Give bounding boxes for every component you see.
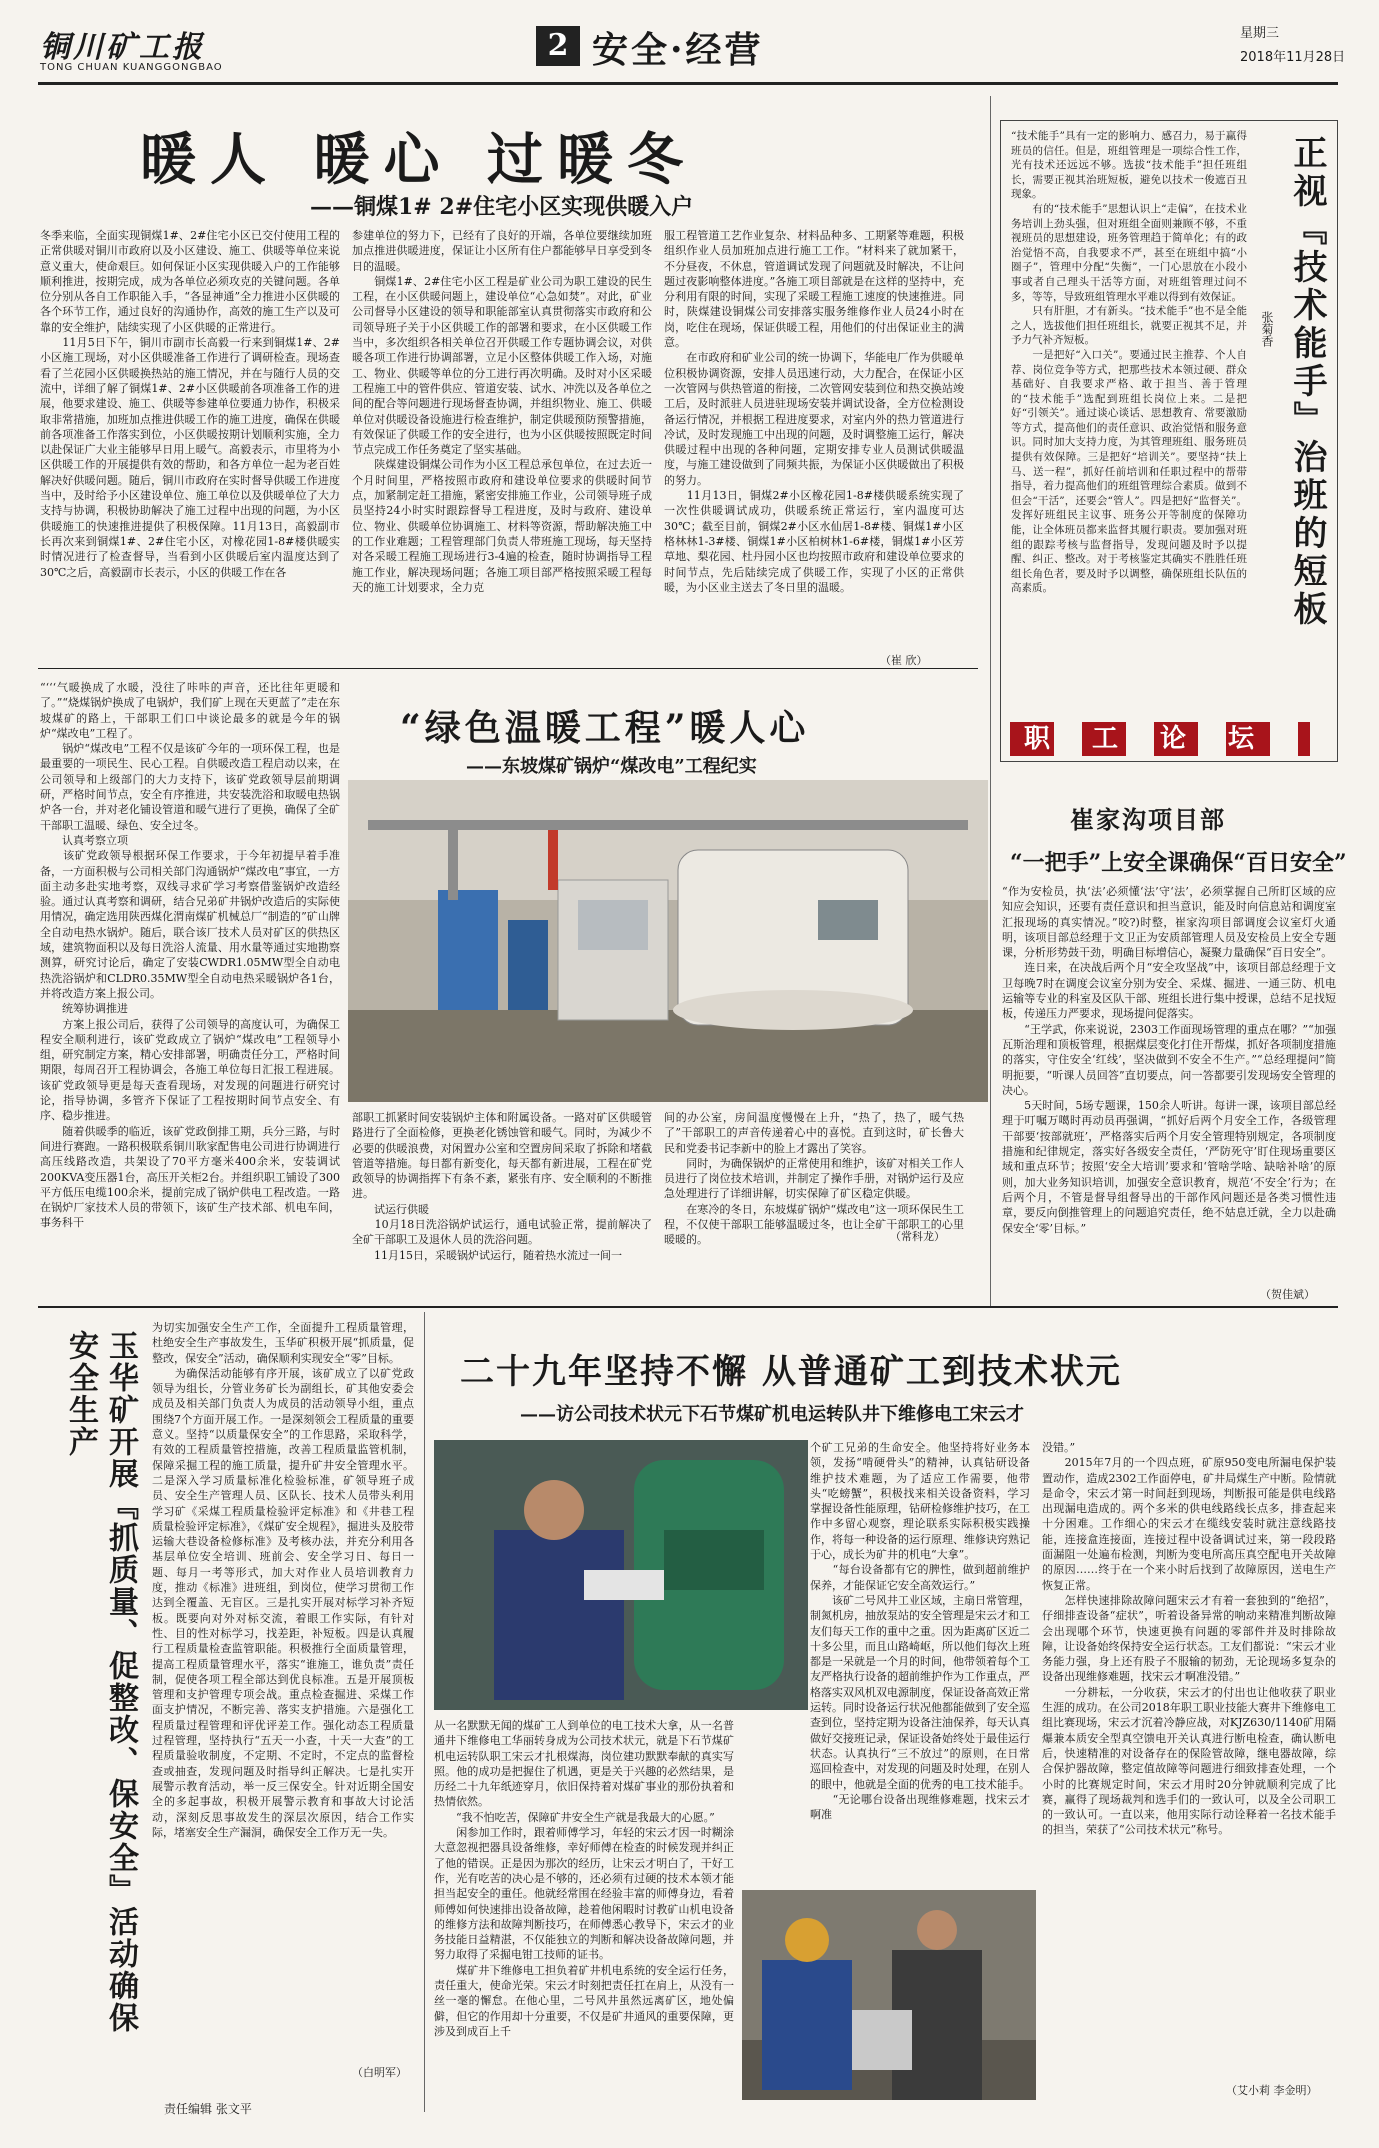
competition-photo xyxy=(742,1890,1036,2100)
lead-col-1: 冬季来临，全面实现铜煤1#、2#住宅小区已交付使用工程的正常供暖对铜川市政府以及小区建设、施工、供暖等单位来说意义重大，使命艰巨。如何保证小区实现供暖入户的工作能够顺利推进，按期完成，成为各单位必须攻克的关键问题。各单位分别从各自工作职能入手，“各显神通”全力推进小区供暖的各个环节工作，通过良好的沟通协作，高效的施工生产以及可靠的安全维护，陆续实现了小区供暖的正常进行。 11月5日下午，铜川市副市长高毅一行来到铜煤1#、2#小区施工现场，对小区供暖准备工作进行了调研检查。现场查看了兰花园小区供暖换热站的施工情况，并在与随行人员的交流中，详细了解了铜煤1#、2#小区供暖前各项准备工作的进展，他要求建设、施工、供暖等参建单位要通力协作，积极采取非常措施，加班加点推进供暖工作的施工进度，确保在供暖前各项准备工作落实到位，小区供暖按期计划顺利实施，全力以赴保证广大业主能够早日用上暖气。高毅表示，市里将为小区供暖工作的开展提供有效的帮助，和各方单位一起为老百姓解决好供暖问题。随后，铜川市政府在实时督导供暖工作进度当中，及时给予小区建设单位、施工单位以及供暖单位了大力支持与协调，积极协助解决了施工过程中出现的问题，为小区供暖施工的快速推进提供了积极保障。11月13日，高毅副市长再次来到铜煤1#、2#住宅小区，对橡花园1-8#楼供暖实时情况进行了检查督导，当看到小区供暖后室内温度达到了30℃之后，高毅副市长表示，小区的供暖工作在各 xyxy=(40,229,340,579)
opinion-headline: 正视『技术能手』治班的短板 xyxy=(1287,135,1327,629)
column-divider xyxy=(990,96,991,1306)
song-headline: 二十九年坚持不懈 从普通矿工到技术状元 xyxy=(460,1352,1122,1392)
opinion-text: “技术能手”具有一定的影响力、感召力，易于赢得班员的信任。但是，班组管理是一项综合性工作，光有技术还远远不够。选拔“技术能手”担任班组长，需要正视其治班短板，避免以技术一俊遮百丑现象。 有的“技术能手”思想认识上“走偏”，在技术业务培训上劲头强，但对班组全面则兼顾不够，不重视班员的思想建设，班务管理趋于简单化；有的政治觉悟不高，自我要求不严，甚至在班组中搞“小圈子”，管理中分配“失衡”，一门心思放在小段小事或者自己理头干活等方面，对班组管理过问不多，等等，导致班组管理水平难以得到有效保证。 只有肝胆，才有新头。“技术能手”也不是全能之人，选拔他们担任班组长，就要正视其不足，并予力气补齐短板。 一是把好“入口关”。要通过民主推荐、个人自荐、岗位竞争等方式，把那些技术本领过硬、群众基础好、自我要求严格、敢于担当、善于管理的“技术能手”选配到班组长岗位上来。二是把好“引领关”。通过谈心谈话、思想教育、常要激励等方式，提高他们的责任意识、政治觉悟和服务意识。同时加大支持力度，为其管理班组、服务班员提供有效保障。三是把好“培训关”。要坚持“扶上马、送一程”，抓好任前培训和任职过程中的帮带指导，着力提高他们的班组管理综合素质。做到不但会“干活”，还要会“管人”。四是把好“监督关”。发挥好班组民主议事、班务公开等制度的保障功能，让全体班员都来监督其履行职责。要加强对班组的跟踪考核与监督指导，发现问题及时予以提醒、纠正、整改。对于考核鉴定其确实不胜胜任班组长角色者，要及时予以调整，确保班组长队伍的高素质。 xyxy=(1011,130,1247,595)
cuijia-text: “作为安检员，执‘法’必须懂‘法’守‘法’，必须掌握自己所盯区域的应知应会知识，还要有责任意识和担当意识，能及时向信息站和调度室汇报现场的真实情况。”咬?)时整，崔家沟项目部调度会议室灯火通明，该项目部总经理于文卫正为安质部管理人员及安检员上安全专题课，分析形势鼓干劲，明确目标增信心，凝聚力量确保“百日安全”。 连日来，在决战后两个月“安全攻坚战”中，该项目部总经理于文卫每晚7时在调度会议室分别为安全、采煤、掘进、一通三防、机电运输等专业的科室及区队干部、班组长进行集中授课，总结不足找短板，传递压力严要求，现场提问促落实。 “王学武，你来说说，2303工作面现场管理的重点在哪？”“加强瓦斯治理和顶板管理，根据煤层变化打住开帮煤，抓好各项制度措施的落实，守住安全‘红线’，坚决做到不安全不生产。”“总经理提问”简明扼要，“听课人员回答”直切要点，问一答都要引发现场安全管理的决心。 5天时间，5场专题课，150余人听讲。每讲一课，该项目部总经理于叮嘱万噶时再动员再强调，“抓好后两个月安全工作，各级管理干部要‘按部就班’，严格落实后两个月安全管理特别规定，各项制度措施和纪律规定，落实好各级安全责任，‘严防死守’盯住现场重要区域和重点环节；按照‘安全大培训’要求和‘管啥学啥、缺啥补啥’的原则，加大业务知识培训，加强安全意识教育，规范‘不安全’行为；在后两个月，不管是督导组督导出的干部作风问题还是各类习惯性违章，要反向倒推管理上的问题追究责任，绝不姑息迁就，全力以赴确保安全‘零’目标。” xyxy=(1002,885,1336,1235)
opinion-author: 张菊香 xyxy=(1260,311,1274,347)
masthead xyxy=(0,0,1379,80)
competition-illustration xyxy=(742,1890,1036,2100)
green-col-3: 间的办公室，房间温度慢慢在上升，“热了，热了，暖气热了”干部职工的声音传递着心中的喜悦。直到这时，矿长鲁大民和党委书记李新中的脸上才露出了笑容。 同时，为确保锅炉的正常使用和维护，该矿对相关工作人员进行了岗位技术培训，并制定了操作手册，对锅炉运行及应急处理进行了详细讲解，切实保障了矿区稳定供暖。 在寒冷的冬日，东坡煤矿锅炉“煤改电”这一项环保民生工程，不仅使干部职工能够温暖过冬，也让全矿干部职工的心里暖暖的。 xyxy=(664,1111,964,1247)
yuhua-headline: 玉华矿开展『抓质量、促整改、保安全』活动确保安全生产 xyxy=(63,1330,138,2034)
yuhua-text: 为切实加强安全生产工作，全面提升工程质量管理，杜绝安全生产事故发生，玉华矿积极开展“抓质量，促整改，保安全”活动，确保顺利实现安全“零”目标。 为确保活动能够有序开展，该矿成立了以矿党政领导为组长，分管业务矿长为副组长，矿其他安委会成员及相关部门负责人为成员的活动领导小组，重点围绕7个方面开展工作。一是深刻领会工程质量的重要意义。坚持“以质量保安全”的工作思路，采取科学，有效的工程质量管控措施，改善工程质量监管机制，保障采掘工程的施工质量，提升矿井安全管理水平。二是深入学习质量标准化检验标准，矿领导班子成员、安全生产管理人员、区队长、技术人员带头利用学习矿《采煤工程质量检验评定标准》和《井巷工程质量检验评定标准》，《煤矿安全规程》，掘进头及胶带运输大巷设备检修标准》及考核办法，并充分利用各基层单位安全培训、班前会、安全学习日、每日一题、每月一考等形式，加大对作业人员培训教育力度，推动《标准》进班组，到岗位，使学习贯彻工作达到全覆盖、无盲区。三是扎实开展对标学习补齐短板。既要向对外对标交流，着眼工作实际，有针对性、目的性对标学习，找差距，补短板。四是认真履行工程质量检查监管职能。积极推行全面质量管理，提高工程质量管理水平，落实“谁施工，谁负责”责任制，促使各项工程全部达到优良标准。五是开展顶板管理和支护管理专项会战。重点检查掘进、采煤工作面支护情况，不断完善、落实支护措施。六是强化工程质量过程管理和评优评差工作。强化动态工程质量过程管理，坚持执行“五天一小查，十天一大查”的工程质量验收制度，不定期、不定时，不定点的监督检查或抽查，发现问题及时指导纠正解决。七是扎实开展警示教育活动，举一反三保安全。针对近期全国安全的多起事故，积极开展警示教育和事故大讨论活动，深刻反思事故发生的深层次原因，结合工作实际，堵塞安全生产漏洞，确保安全工作万无一失。 xyxy=(152,1321,414,1839)
masthead-rule xyxy=(38,82,1338,85)
electrician-illustration xyxy=(434,1440,808,1710)
lead-byline: （崔 欣） xyxy=(880,654,928,667)
weekday: 星期三 xyxy=(1240,26,1280,41)
page-number: 2 xyxy=(536,26,580,66)
paper-name: 铜川矿工报 xyxy=(40,30,205,65)
song-byline: （艾小莉 李金明） xyxy=(1226,2084,1318,2097)
yuhua-byline: （白明军） xyxy=(352,2066,407,2079)
green-subheadline: ——东坡煤矿锅炉“煤改电”工程纪实 xyxy=(466,756,757,777)
lead-headline: 暖人 暖心 过暖冬 xyxy=(140,127,697,193)
section-rule-1 xyxy=(38,668,978,669)
green-byline: （常科龙） xyxy=(890,1230,945,1243)
section-title: 安全·经营 xyxy=(592,29,764,71)
column-divider xyxy=(424,1312,425,2112)
lead-col-3: 服工程管道工艺作业复杂、材料品种多、工期紧等难题，积极组织作业人员加班加点进行施工工作。“材料来了就加紧干，不分昼夜，不休息，管道调试发现了问题就及时解决，不让问题过夜影响整体进度。”各施工项目部就是在这样的坚持中，充分利用有限的时间，实现了采暖工程施工速度的快速推进。同时，陕煤建设铜煤公司安排落实服务维修作业人员24小时在岗，吃住在现场，保证供暖工程，用他们的付出保证业主的满意。 在市政府和矿业公司的统一协调下，华能电厂作为供暖单位积极协调资源，安排人员迅速行动，大力配合，在保证小区一次管网与供热管道的衔接，二次管网安装到位和热交换站竣工后，及时派驻人员进驻现场安装并调试设备，全方位检测设备运行情况，并根据工程进度要求，对室内外的热力管道进行冷试，及时发现施工中出现的问题，及时调整施工运行，解决供暖过程中出现的各种问题，定期安排专业人员测试供暖温度，与施工建设做到了同频共振，为保证小区供暖做出了积极的努力。 11月13日，铜煤2#小区橡花园1-8#楼供暖系统实现了一次性供暖调试成功，供暖系统正常运行，室内温度可达30℃；截至目前，铜煤2#小区水仙居1-8#楼、铜煤1#小区格林林1-3#楼、铜煤1#小区柏树林1-6#楼，铜煤1#小区芳草地、梨花园、杜丹园小区也均按照市政府和建设单位要求的时间节点，先后陆续完成了供暖工作，实现了小区的正常供暖，为小区业主送去了冬日里的温暖。 xyxy=(664,229,964,594)
editor-credit: 责任编辑 张文平 xyxy=(164,2102,252,2116)
lead-col-2: 参建单位的努力下，已经有了良好的开端，各单位要继续加班加点推进供暖进度，保证让小区所有住户都能够早日享受到冬日的温暖。 铜煤1#、2#住宅小区工程是矿业公司为职工建设的民生工程，在小区供暖问题上，建设单位“心急如焚”。对此，矿业公司督导小区建设的领导和职能部室认真贯彻落实市政府和公司领导班子关于小区供暖工作的部署和要求，在小区供暖工作当中，多次组织各相关单位召开供暖工作专题协调会议，对供暖各项工作进行协调部署，立足小区整体供暖工作入场，对施工、物业、供暖等单位的分工进行再次明确。及时对小区采暖工程施工中的管件供应、管道安装、试水、冲洗以及各单位之间的配合等问题进行现场督查协调，并组织物业、施工、供暖单位对供暖设备设施进行检查维护，制定供暖预防预警措施，有效保证了供暖工作的安全进行，也为小区供暖按照既定时间节点完成工作任务奠定了坚实基础。 陕煤建设铜煤公司作为小区工程总承包单位，在过去近一个月时间里，严格按照市政府和建设单位要求的供暖时间节点，加紧制定赶工措施，紧密安排施工作业，公司领导班子成员坚持24小时实时跟踪督导工程进度，及时与政府、建设单位、物业、供暖单位协调施工、材料等资源，帮助解决施工中的工作业难题；工程管理部门负责人带班施工现场，每天坚持对各采暖工程施工现场进行3-4遍的检查，随时协调指导工程施工作业，解决现场问题；各施工项目部严格按照采暖工程每天的施工计划要求，全力克 xyxy=(352,229,652,594)
section-rule-2 xyxy=(38,1306,1338,1308)
opinion-tag: 职工论坛 xyxy=(1010,722,1310,756)
green-col-2: 部职工抓紧时间安装锅炉主体和附属设备。一路对矿区供暖管路进行了全面检修，更换老化锈蚀管和暖气。同时，为减少不必要的供暖浪费，对闲置办公室和空置房间采取了拆除和堵截管道等措施。每日都有新变化，每天都有新进展，工程在矿党政领导的协调指挥下有条不紊，紧张有序、安全顺利的不断推进。 试运行供暖 10月18日洗浴锅炉试运行，通电试验正常，提前解决了全矿干部职工及退休人员的洗浴问题。 11月15日，采暖锅炉试运行，随着热水流过一间一 xyxy=(352,1111,652,1262)
opinion-box xyxy=(1000,120,1338,762)
boiler-illustration xyxy=(348,780,988,1102)
cuijia-headline: “一把手”上安全课确保“百日安全” xyxy=(1010,850,1347,876)
electrician-photo xyxy=(434,1440,808,1710)
cuijia-kicker: 崔家沟项目部 xyxy=(1070,805,1226,834)
issue-date: 2018年11月28日 xyxy=(1240,50,1346,65)
song-col-2: 个矿工兄弟的生命安全。他坚持将好业务本领，发扬“啃硬骨头”的精神，认真钻研设备维护技术难题，为了适应工作需要，他带头“吃螃蟹”，积极找来相关设备资料，学习掌握设备性能原理，钻研检修维护技巧，在工作中多留心观察，理论联系实际积极实践操作，将每一种设备的运行原理、维修诀窍熟记于心，成长为矿井的机电“大拿”。 “每台设备都有它的脾性，做到超前维护保养，才能保证它安全高效运行。” 该矿二号风井工业区域，主扇日常管理，制氮机房，抽放泵站的安全管理是宋云才和工友们每天工作的重中之重。因为距离矿区近二十多公里，而且山路崎岖，所以他们每次上班都是一呆就是一个月的时间，他带领着每个工友严格执行设备的超前维护作为工作重点，严格落实双风机双电源制度，保证设备高效正常运转。同时设备运行状况他都能做到了安全巡查到位，坚持定期为设备注油保养，每天认真做好交接班记录，保证设备始终处于最佳运行状态。认真执行“三不放过”的原则，在日常巡回检查中，对发现的问题及时处理，在别人的眼中，他就是全面的优秀的电工技术能手。 “无论哪台设备出现维修难题，找宋云才啊准 xyxy=(810,1441,1030,1822)
green-col-1: “‘‘‘气暖换成了水暖，没往了咔咔的声音，还比往年更暖和了。”“烧煤锅炉换成了电锅炉，我们矿上现在天更蓝了”走在东坡煤矿的路上，干部职工们口中谈论最多的就是今年的锅炉“煤改电”工程了。 锅炉“煤改电”工程不仅是该矿今年的一项环保工程，也是最重要的一项民生、民心工程。自供暖改造工程启动以来，在公司领导和上级部门的大力支持下，该矿党政领导层前期调研，严格时间节点，安全有序推进，共安装洗浴和取暖电热锅炉各一台，并对老化铺设管道和暖气进行了更换，确保了全矿干部职工温暖、绿色、安全过冬。 认真考察立项 该矿党政领导根据环保工作要求，于今年初提早着手准备，一方面积极与公司相关部门沟通锅炉“煤改电”事宜，一方面主动多赴实地考察，双线寻求矿学习考察借鉴锅炉改造经验。通过认真考察和调研，结合兄弟矿井锅炉改造后的实际使用情况，确定选用陕西煤化渭南煤矿机械总厂“制造的”矿山牌全自动电热水锅炉。随后，联合该厂技术人员对矿区的供热区域，建筑物面积以及每日洗浴人流量、用水量等通过实地勘察测算，研究讨论后，确定了安装CWDR1.05MW型全自动电热洗浴锅炉和CLDR0.35MW型全自动电热采暖锅炉各1台，并将改造方案上报公司。 统筹协调推进 方案上报公司后，获得了公司领导的高度认可，为确保工程安全顺利进行，该矿党政成立了锅炉“煤改电”工程领导小组，研究制定方案，精心安排部署，明确责任分工，严格时间期限，每周召开工程协调会，各施工单位每日汇报工程进展。该矿党政领导更是每天查看现场，对发现的问题进行研究讨论，指导协调，多管齐下保证了工程按期时间节点安全、有序、稳步推进。 随着供暖季的临近，该矿党政倒排工期，兵分三路，与时间进行赛跑。一路积极联系铜川耿家配售电公司进行协调进行高压线路改造，共架设了70平方毫米400余米，安装调试200KVA变压器1台，高压开关柜2台。并组织职工铺设了300平方低压电缆100余米，提前完成了锅炉供电工程改造。一路在锅炉厂家技术人员的带领下，该矿生产技术部、机电车间，事务科干 xyxy=(40,681,340,1230)
song-subheadline: ——访公司技术状元下石节煤矿机电运转队井下维修电工宋云才 xyxy=(520,1404,1024,1425)
song-col-3: 没错。” 2015年7月的一个四点班，矿原950变电所漏电保护装置动作，造成2302工作面停电，矿井局煤生产中断。险情就是命令，宋云才第一时间赶到现场，判断报可能是供电线路出现漏电造成的。两个多米的供电线路线长点多，排查起来十分困难。工作细心的宋云才在缆线安装时就注意线路技能，连接盒连接面，连接过程中设备调试过来，第一段段路面漏阻一处遍布检测，判断为变电所高压真空配电开关故障的原因……终于在一个来小时后找到了故障原因，送电生产恢复正常。 怎样快速排除故障问题宋云才有着一套独到的“绝招”，仔细排查设备“症状”，听着设备异常的响动来精准判断故障会出现哪个环节，快速更换有问题的零部件并及时排除故障，让设备始终保持安全运行状态。工友们都说：“宋云才业务能力强，身上还有股子不服输的韧劲，无论现场多复杂的设备出现维修难题，找宋云才啊准没错。” 一分耕耘，一分收获，宋云才的付出也让他收获了职业生涯的成功。在公司2018年职工职业技能大赛井下维修电工组比赛现场，宋云才沉着冷静应战，对KJZ630/1140矿用隔爆兼本质安全型真空馈电开关认真进行断电检查，确认断电后，快速精准的对设备存在的保险管故障，继电器故障，综合保护器故障，整定值故障等问题进行细致排查处理，一个小时的比赛规定时间，宋云才用时20分钟就顺利完成了比赛，赢得了现场裁判和选手们的一致认可，以及全公司职工的一致认可。一直以来，他用实际行动诠释着一名技术能手的担当，荣获了“公司技术状元”称号。 xyxy=(1042,1441,1336,1837)
cuijia-byline: （贺佳斌） xyxy=(1260,1288,1315,1301)
green-headline: “绿色温暖工程”暖人心 xyxy=(400,707,810,749)
paper-pinyin: TONG CHUAN KUANGGONGBAO xyxy=(40,62,223,73)
boiler-photo xyxy=(348,780,988,1102)
lead-subheadline: ——铜煤1# 2#住宅小区实现供暖入户 xyxy=(310,194,694,220)
song-col-1: 从一名默默无闻的煤矿工人到单位的电工技术大拿，从一名普通井下维修电工华丽转身成为公司技术状元，就是下石节煤矿机电运转队职工宋云才扎根煤海，岗位建功默默奉献的真实写照。他的成功是把握住了机遇，更是关于兴趣的必然结果，是历经二十九年纸迹穿月，依旧保持着对煤矿事业的那份执着和热情依然。 “我不怕吃苦，保障矿井安全生产就是我最大的心愿。” 闲参加工作时，跟着师傅学习，年轻的宋云才因一时糊涂大意忽视把器具设备维修，幸好师傅在检查的时候发现并纠正了他的错误。正是因为那次的经历，让宋云才明白了，干好工作，光有吃苦的决心是不够的，还必须有过硬的技术本领才能担当起安全的重任。他就经常围在经验丰富的师傅身边，看着师傅如何快速排出设备故障，趁着他闲暇时讨教矿山机电设备的维修方法和故障判断技巧，在师傅悉心教导下，宋云才的业务技能日益精湛，不仅能独立的判断和解决设备故障问题，并努力取得了采掘电钳工技师的证书。 煤矿井下维修电工担负着矿井机电系统的安全运行任务，责任重大，使命光荣。宋云才时刻把责任扛在肩上，从没有一丝一毫的懈怠。在他心里，二号风井虽然远离矿区，地处偏僻，但它的作用却十分重要，不仅是矿井通风的重要保障，更涉及到成百上千 xyxy=(434,1719,734,2038)
